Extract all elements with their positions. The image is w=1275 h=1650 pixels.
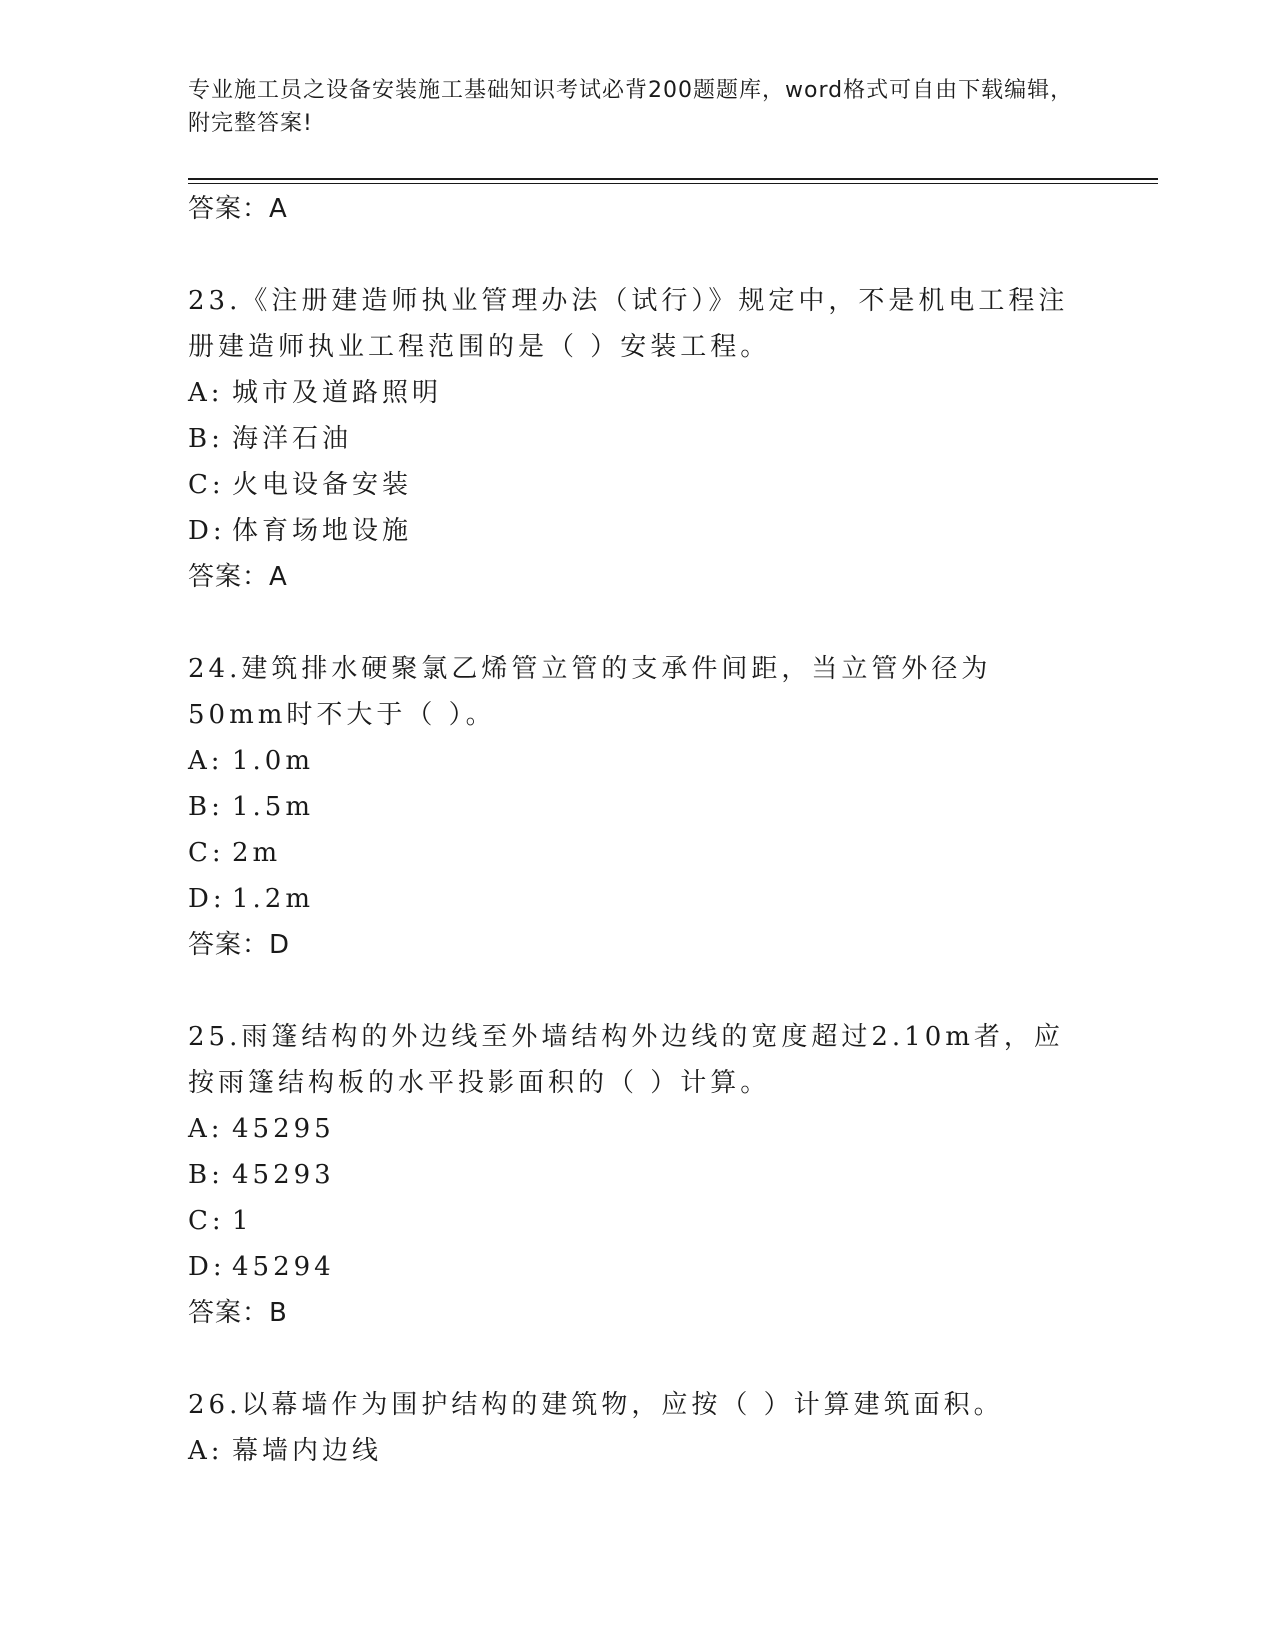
option-text: 2m: [232, 838, 282, 868]
option-letter: B:: [188, 1160, 224, 1190]
option-letter: C:: [188, 470, 225, 500]
option-letter: B:: [188, 424, 224, 454]
question-stem: 24.建筑排水硬聚氯乙烯管立管的支承件间距，当立管外径为50mm时不大于（ ）。: [188, 654, 992, 730]
option-a: [188, 738, 1088, 784]
option-a: [188, 1428, 1088, 1474]
option-letter: D:: [188, 1252, 226, 1282]
header-rule-thick: [188, 178, 1158, 180]
question-stem: 23.《注册建造师执业管理办法（试行）》规定中，不是机电工程注册建造师执业工程范围的是（ ）安装工程。: [188, 286, 1069, 362]
option-c: [188, 462, 1088, 508]
header-rule-thin: [188, 183, 1158, 184]
question-stem: 26.以幕墙作为围护结构的建筑物，应按（ ）计算建筑面积。: [188, 1390, 1004, 1420]
option-text: 1.5m: [232, 792, 315, 822]
option-letter: A:: [188, 1114, 224, 1144]
option-letter: A:: [188, 1436, 224, 1466]
option-d: [188, 1244, 1088, 1290]
option-text: 幕墙内边线: [232, 1436, 383, 1466]
answer-label: 答案：D: [188, 930, 291, 960]
option-letter: A:: [188, 378, 224, 408]
question-26: [188, 1382, 1088, 1474]
option-letter: D:: [188, 516, 226, 546]
option-letter: C:: [188, 1206, 225, 1236]
option-text: 45294: [232, 1252, 335, 1282]
question-stem: 25.雨篷结构的外边线至外墙结构外边线的宽度超过2.10m者，应按雨篷结构板的水平投影面积的（ ）计算。: [188, 1022, 1064, 1098]
option-letter: A:: [188, 746, 224, 776]
option-text: 城市及道路照明: [232, 378, 443, 408]
option-text: 火电设备安装: [232, 470, 413, 500]
option-b: [188, 784, 1088, 830]
document-header: 专业施工员之设备安装施工基础知识考试必背200题题库，word格式可自由下载编辑，附完整答案!: [188, 78, 1074, 136]
option-text: 1: [232, 1206, 253, 1236]
question-list: [188, 186, 1088, 1474]
option-letter: C:: [188, 838, 225, 868]
answer-label: 答案：A: [188, 562, 288, 592]
option-b: [188, 1152, 1088, 1198]
answer-q22: 答案：A: [188, 194, 288, 224]
option-text: 45295: [232, 1114, 335, 1144]
option-letter: D:: [188, 884, 226, 914]
answer-label: 答案：B: [188, 1298, 288, 1328]
option-a: [188, 1106, 1088, 1152]
option-d: [188, 508, 1088, 554]
option-text: 1.2m: [232, 884, 315, 914]
option-letter: B:: [188, 792, 224, 822]
option-text: 体育场地设施: [232, 516, 413, 546]
option-text: 海洋石油: [232, 424, 353, 454]
question-25: [188, 1014, 1088, 1336]
question-24: [188, 646, 1088, 968]
option-a: [188, 370, 1088, 416]
option-c: [188, 830, 1088, 876]
option-c: [188, 1198, 1088, 1244]
question-23: [188, 278, 1088, 600]
option-d: [188, 876, 1088, 922]
option-b: [188, 416, 1088, 462]
option-text: 45293: [232, 1160, 335, 1190]
option-text: 1.0m: [232, 746, 315, 776]
